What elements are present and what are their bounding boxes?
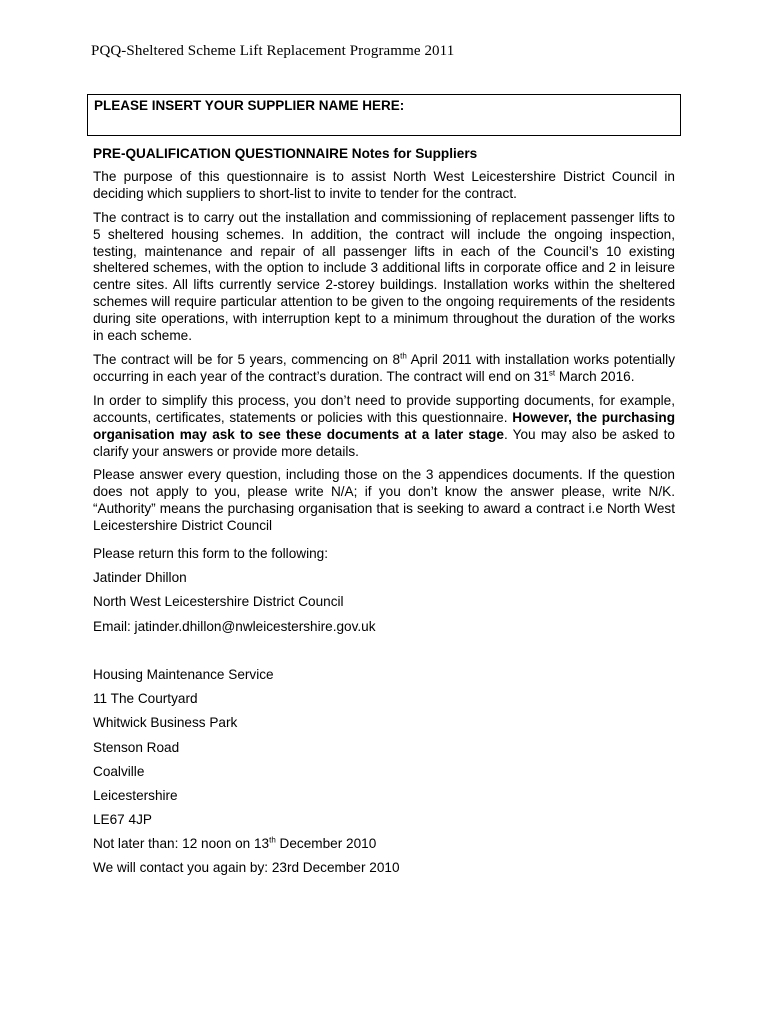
address-line-4: Stenson Road	[93, 739, 180, 755]
return-org: North West Leicestershire District Council	[93, 594, 344, 610]
return-intro: Please return this form to the following:	[93, 546, 328, 562]
address-line-2: 11 The Courtyard	[93, 691, 198, 707]
duration-text-c: March 2016.	[555, 368, 635, 384]
deadline-line	[93, 832, 675, 856]
address-line-5: Coalville	[93, 763, 145, 779]
deadline-text-a: Not later than: 12 noon on 13	[93, 836, 270, 852]
address-line-7: LE67 4JP	[93, 812, 152, 828]
address-line-1: Housing Maintenance Service	[93, 666, 274, 682]
return-name: Jatinder Dhillon	[93, 570, 187, 586]
answer-every-paragraph: Please answer every question, including those on the 3 appendices documents. If the question does not apply to you, please write N/A; if you don’t know the answer please, write N/K. “Authority” means the purchasing organisation that is seeking to award a contract i.e North West Leicestershire District Council	[93, 467, 675, 534]
spacer	[93, 639, 675, 663]
duration-sup-2: st	[548, 368, 556, 378]
simplify-text-b: . You may also be asked to clarify your answers or provide more details.	[93, 426, 675, 459]
supplier-name-box[interactable]	[87, 94, 681, 136]
simplify-bold-text: However, the purchasing organisation may ask to see these documents at a later stage	[93, 409, 675, 442]
address-line-6: Leicestershire	[93, 787, 178, 803]
duration-sup-1: th	[400, 351, 407, 361]
page-header: PQQ-Sheltered Scheme Lift Replacement Programme 2011	[91, 43, 455, 59]
contract-scope-paragraph: The contract is to carry out the installation and commissioning of replacement passenger lifts to 5 sheltered housing schemes. In addition, the contract will include the ongoing inspection, testing, maintenance and repair of all passenger lifts in each of the Council’s 10 existing sheltered schemes, with the option to include 3 additional lifts in corporate office and 2 in leisure centre sites. All lifts currently service 2-storey buildings. Installation works within the sheltered schemes will require particular attention to be given to the ongoing requirements of the residents during site operations, with interruption kept to a minimum throughout the duration of the works in each scheme.	[93, 209, 675, 344]
contact-line: We will contact you again by: 23rd December 2010	[93, 860, 400, 876]
purpose-paragraph: The purpose of this questionnaire is to assist North West Leicestershire District Council in deciding which suppliers to short-list to invite to tender for the contract.	[93, 168, 675, 201]
notes-heading: PRE-QUALIFICATION QUESTIONNAIRE Notes for Suppliers	[93, 146, 478, 161]
deadline-text-b: December 2010	[275, 836, 377, 852]
duration-paragraph	[93, 352, 675, 386]
return-email[interactable]: Email: jatinder.dhillon@nwleicestershire.gov.uk	[93, 618, 376, 634]
notes-body	[93, 146, 675, 881]
simplify-text-a: In order to simplify this process, you don’t need to provide supporting documents, for example, accounts, certificates, statements or policies with this questionnaire.	[93, 392, 675, 425]
address-line-3: Whitwick Business Park	[93, 715, 238, 731]
duration-text-a: The contract will be for 5 years, commencing on 8	[93, 351, 401, 367]
supplier-name-label: PLEASE INSERT YOUR SUPPLIER NAME HERE:	[94, 98, 405, 113]
simplify-paragraph	[93, 393, 675, 461]
duration-text-b: April 2011 with installation works potentially occurring in each year of the contract’s duration. The contract will end on 31	[93, 351, 676, 384]
deadline-sup: th	[269, 835, 276, 845]
